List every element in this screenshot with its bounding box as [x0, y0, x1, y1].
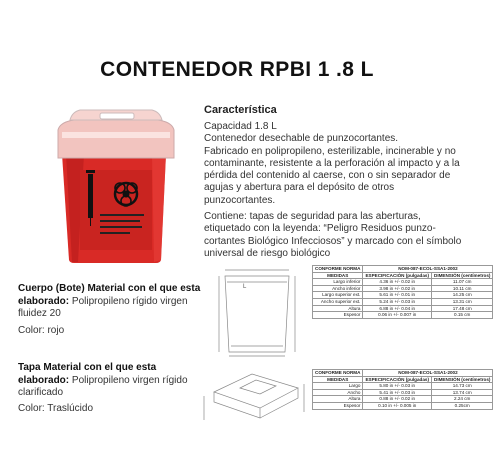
body-material-label: Cuerpo (Bote) Material con el que esta elaborado:	[18, 283, 201, 307]
row-label: Ancho superior ext.	[313, 298, 363, 305]
table2-header-norm: NOM-087-ECOL-SSA1-2002	[363, 370, 493, 377]
contains-text: Contiene: tapas de seguridad para las aberturas, etiquetado con la leyenda: “Peligro Residuos punzo-cortantes Biológico Infecciosos” y marcado con el símbolo universal de riesgo biológico	[204, 211, 462, 259]
characteristics-body	[204, 121, 466, 207]
table1-header-esp: ESPECIFICACIÓN (pulgadas)	[363, 272, 432, 279]
body-material	[18, 283, 208, 321]
table-row	[313, 305, 493, 312]
table-row	[313, 292, 493, 299]
row-esp: 5.61 in +/- 0.01 in	[363, 292, 432, 299]
row-esp: 5.80 in +/- 0.03 in	[363, 383, 432, 390]
description-line-2: Fabricado en polipropileno, esterilizable, incinerable y no contaminante, resistente a la perforación al impacto y a la pérdida del contenido al caerse, con o sin separador de agujas y abertura para el depósito de otros punzocortantes.	[204, 145, 460, 206]
row-label: Largo	[313, 383, 363, 390]
table-row	[313, 402, 493, 409]
lid-color: Color: Traslúcido	[18, 403, 94, 414]
capacity-text: Capacidad 1.8 L	[204, 121, 277, 132]
page-title: CONTENEDOR RPBI 1 .8 L	[100, 58, 374, 81]
row-esp: 5.24 in +/- 0.03 in	[363, 298, 432, 305]
lid-drawing	[200, 362, 310, 432]
row-label: Espesor	[313, 402, 363, 409]
table-row	[313, 279, 493, 286]
table-row	[313, 383, 493, 390]
lid-spec-table	[312, 369, 493, 410]
product-image	[40, 104, 190, 264]
table1-header-medidas: MEDIDAS	[313, 272, 363, 279]
row-dim: 2.24 cm	[432, 396, 493, 403]
table1-header-conforme: CONFORME NORMA	[313, 266, 363, 273]
lid-material	[18, 362, 208, 400]
row-dim: 11.07 cm	[432, 279, 493, 286]
table2-header-medidas: MEDIDAS	[313, 376, 363, 383]
row-label: Ancho	[313, 389, 363, 396]
table2-header-conforme: CONFORME NORMA	[313, 370, 363, 377]
row-label: Largo inferior	[313, 279, 363, 286]
table1-header-norm: NOM-087-ECOL-SSA1-2002	[363, 266, 493, 273]
table-row	[313, 389, 493, 396]
lid-material-value: Polipropileno virgen rígido clarificado	[18, 374, 188, 398]
container-drawing	[205, 262, 305, 358]
row-esp: 0.06 in +/- 0.007 in	[363, 312, 432, 319]
body-material-value: Polipropileno rígido virgen fluidez 20	[18, 295, 188, 319]
row-esp: 5.41 in +/- 0.03 in	[363, 389, 432, 396]
row-label: Espesor	[313, 312, 363, 319]
row-dim: 10.11 cm	[432, 285, 493, 292]
row-esp: 0.88 in +/- 0.02 in	[363, 396, 432, 403]
table-row	[313, 298, 493, 305]
row-esp: 3.98 in +/- 0.02 in	[363, 285, 432, 292]
row-esp: 0.10 in +/- 0.005 in	[363, 402, 432, 409]
row-dim: 0.15 cm	[432, 312, 493, 319]
row-esp: 6.88 in +/- 0.04 in	[363, 305, 432, 312]
table1-header-dim: DIMENSIÓN (centímetros)	[432, 272, 493, 279]
table2-header-dim: DIMENSIÓN (centímetros)	[432, 376, 493, 383]
table-row	[313, 285, 493, 292]
row-dim: 14.25 cm	[432, 292, 493, 299]
body-spec-table	[312, 265, 493, 319]
row-dim: 0.25cm	[432, 402, 493, 409]
row-label: Altura	[313, 396, 363, 403]
row-label: Altura	[313, 305, 363, 312]
row-label: Largo superior ext.	[313, 292, 363, 299]
characteristics-heading: Característica	[204, 104, 277, 116]
row-dim: 13.31 cm	[432, 298, 493, 305]
table2-header-esp: ESPECIFICACIÓN (pulgadas)	[363, 376, 432, 383]
row-dim: 14.73 cm	[432, 383, 493, 390]
table-row	[313, 312, 493, 319]
body-color: Color: rojo	[18, 325, 65, 336]
row-label: Ancho inferior	[313, 285, 363, 292]
lid-material-label: Tapa Material con el que esta elaborado:	[18, 362, 157, 386]
table-row	[313, 396, 493, 403]
description-line-1: Contenedor desechable de punzocortantes.	[204, 133, 399, 145]
drawing-label-l: L	[243, 284, 247, 290]
row-esp: 4.36 in +/- 0.02 in	[363, 279, 432, 286]
row-dim: 17.48 cm	[432, 305, 493, 312]
row-dim: 13.74 cm	[432, 389, 493, 396]
